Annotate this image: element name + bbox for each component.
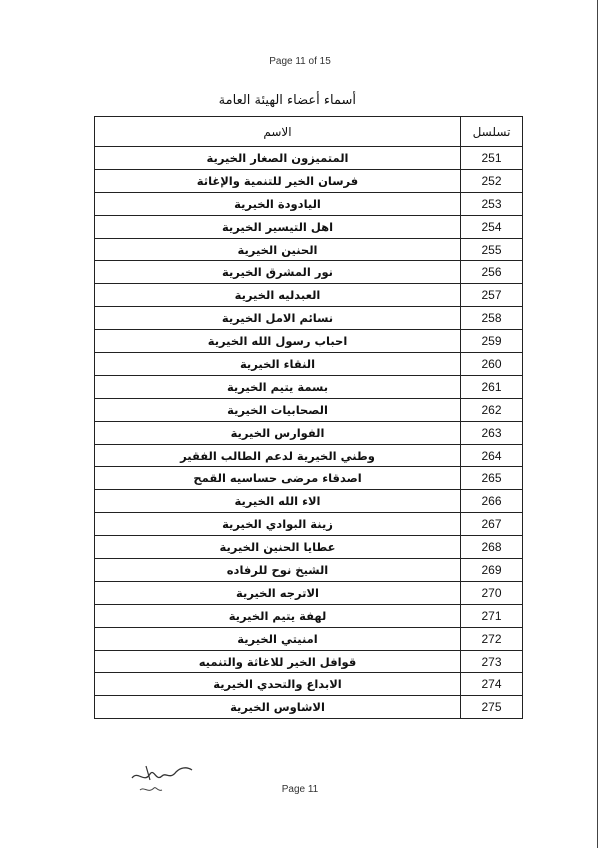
- row-name: النقاء الخيرية: [95, 353, 461, 376]
- row-serial: 261: [461, 375, 523, 398]
- row-name: نور المشرق الخيرية: [95, 261, 461, 284]
- row-name: الحنين الخيرية: [95, 238, 461, 261]
- row-name: لهفة يتيم الخيرية: [95, 604, 461, 627]
- table-row: [95, 467, 523, 490]
- serial-column-header: تسلسل: [461, 117, 523, 147]
- row-name: اليادودة الخيرية: [95, 192, 461, 215]
- document-title: أسماء أعضاء الهيئة العامة: [218, 93, 356, 108]
- page-header-indicator: Page 11 of 15: [269, 56, 331, 67]
- table-row: [95, 398, 523, 421]
- row-name: الصحابيات الخيرية: [95, 398, 461, 421]
- table-row: [95, 559, 523, 582]
- row-name: فرسان الخير للتنمية والإغاثة: [95, 169, 461, 192]
- table-row: [95, 375, 523, 398]
- row-serial: 257: [461, 284, 523, 307]
- row-serial: 265: [461, 467, 523, 490]
- table-row: [95, 513, 523, 536]
- table-row: [95, 147, 523, 170]
- row-serial: 253: [461, 192, 523, 215]
- row-name: الاترجه الخيرية: [95, 581, 461, 604]
- members-table: [94, 116, 523, 719]
- row-serial: 255: [461, 238, 523, 261]
- name-column-header: الاسم: [95, 117, 461, 147]
- table-row: [95, 650, 523, 673]
- row-name: اصدقاء مرضى حساسيه القمح: [95, 467, 461, 490]
- row-serial: 254: [461, 215, 523, 238]
- row-serial: 268: [461, 536, 523, 559]
- row-name: الاشاوس الخيرية: [95, 696, 461, 719]
- row-name: الاء الله الخيرية: [95, 490, 461, 513]
- row-serial: 263: [461, 421, 523, 444]
- row-serial: 251: [461, 147, 523, 170]
- table-row: [95, 444, 523, 467]
- row-name: الفوارس الخيرية: [95, 421, 461, 444]
- row-name: الشيخ نوح للرفاده: [95, 559, 461, 582]
- table-row: [95, 581, 523, 604]
- row-name: نسائم الامل الخيرية: [95, 307, 461, 330]
- table-row: [95, 536, 523, 559]
- row-serial: 266: [461, 490, 523, 513]
- table-row: [95, 604, 523, 627]
- row-serial: 267: [461, 513, 523, 536]
- table-body: [95, 147, 523, 719]
- row-name: العبدليه الخيرية: [95, 284, 461, 307]
- row-serial: 269: [461, 559, 523, 582]
- table-row: [95, 490, 523, 513]
- row-name: عطايا الحنين الخيرية: [95, 536, 461, 559]
- row-name: قوافل الخير للاغاثة والتنميه: [95, 650, 461, 673]
- row-serial: 273: [461, 650, 523, 673]
- row-serial: 258: [461, 307, 523, 330]
- row-serial: 272: [461, 627, 523, 650]
- table-row: [95, 421, 523, 444]
- row-serial: 259: [461, 330, 523, 353]
- table-row: [95, 627, 523, 650]
- row-name: المتميزون الصغار الخيرية: [95, 147, 461, 170]
- row-name: اهل التيسير الخيرية: [95, 215, 461, 238]
- row-serial: 271: [461, 604, 523, 627]
- page-edge-line: [597, 0, 598, 848]
- row-name: الابداع والتحدي الخيرية: [95, 673, 461, 696]
- table-row: [95, 330, 523, 353]
- table-row: [95, 673, 523, 696]
- table-row: [95, 284, 523, 307]
- row-serial: 270: [461, 581, 523, 604]
- row-name: بسمة يتيم الخيرية: [95, 375, 461, 398]
- table-row: [95, 307, 523, 330]
- row-serial: 274: [461, 673, 523, 696]
- row-name: احباب رسول الله الخيرية: [95, 330, 461, 353]
- table-row: [95, 696, 523, 719]
- row-name: وطني الخيرية لدعم الطالب الفقير: [95, 444, 461, 467]
- table-row: [95, 169, 523, 192]
- table-row: [95, 192, 523, 215]
- row-serial: 260: [461, 353, 523, 376]
- table-row: [95, 238, 523, 261]
- row-serial: 264: [461, 444, 523, 467]
- table-header-row: [95, 117, 523, 147]
- row-name: امنيتي الخيرية: [95, 627, 461, 650]
- row-serial: 262: [461, 398, 523, 421]
- row-name: زينة البوادي الخيرية: [95, 513, 461, 536]
- table-row: [95, 215, 523, 238]
- row-serial: 275: [461, 696, 523, 719]
- row-serial: 252: [461, 169, 523, 192]
- page-footer-label: Page 11: [281, 784, 319, 795]
- row-serial: 256: [461, 261, 523, 284]
- table-row: [95, 261, 523, 284]
- table-row: [95, 353, 523, 376]
